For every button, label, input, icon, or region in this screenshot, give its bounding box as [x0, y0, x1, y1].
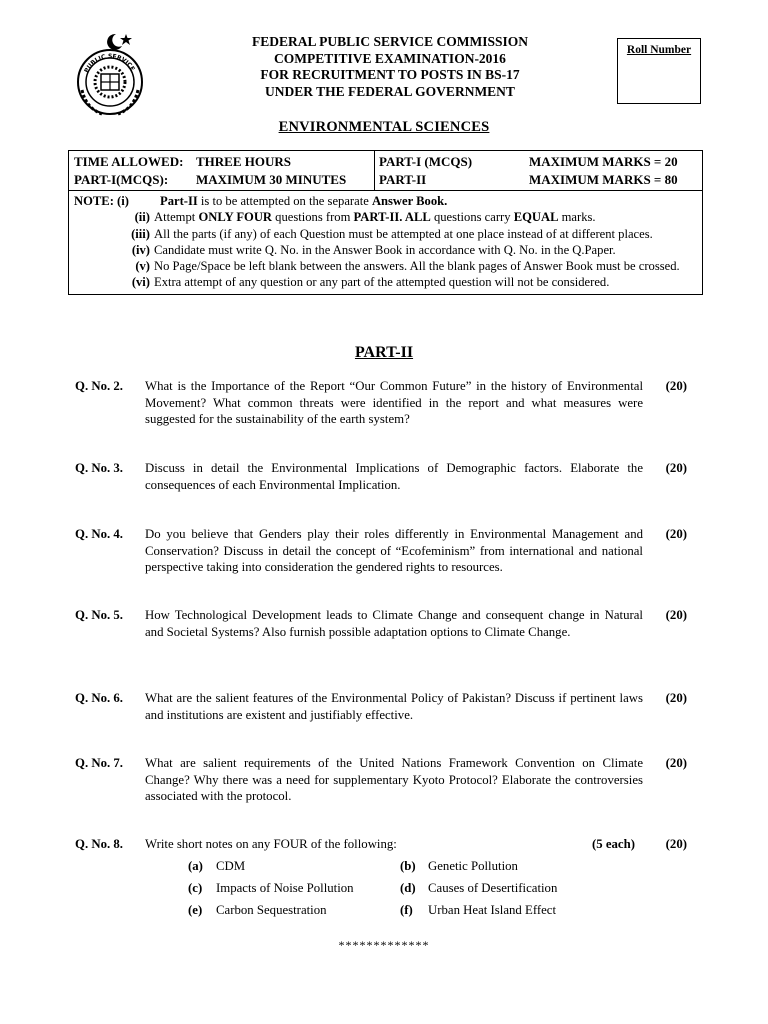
- note-item: [74, 258, 697, 274]
- sub-part-label: (e): [188, 903, 203, 917]
- note-text: questions carry: [430, 210, 514, 225]
- sub-part: [188, 858, 245, 875]
- part1-marks: MAXIMUM MARKS = 20: [529, 154, 678, 169]
- time-allowed-value: THREE HOURS: [196, 154, 291, 169]
- roll-number-box[interactable]: [617, 38, 701, 104]
- note-emphasis: Answer Book.: [371, 194, 448, 208]
- marks-info-cell: [375, 151, 702, 190]
- mcq-time-value: MAXIMUM 30 MINUTES: [196, 172, 347, 187]
- sub-part-text: Genetic Pollution: [428, 859, 518, 873]
- note-text: questions from: [272, 210, 354, 225]
- note-number: (ii): [134, 210, 150, 225]
- roll-number-label: Roll Number: [626, 44, 692, 56]
- part2-label: PART-II: [379, 172, 427, 187]
- sub-part: [188, 902, 327, 919]
- note-number: (v): [135, 259, 150, 274]
- question-marks: (20): [665, 461, 687, 475]
- sub-part-label: (f): [400, 903, 413, 917]
- question-number: Q. No. 6.: [75, 691, 123, 705]
- exam-info-table: [68, 150, 703, 295]
- sub-part-label: (a): [188, 859, 203, 873]
- fpsc-seal-logo: [72, 30, 148, 118]
- note-emphasis: ONLY FOUR: [198, 210, 273, 225]
- sub-part: [400, 858, 518, 875]
- question-text: What are salient requirements of the United Nations Framework Convention on Climate Change? Why there was a need for supplementary Kyoto Protocol? Elaborate the controversies associated with the protocol.: [145, 756, 643, 803]
- question-text: Write short notes on any FOUR of the following:: [145, 837, 397, 851]
- note-item: [74, 226, 697, 242]
- question-marks: (20): [665, 379, 687, 393]
- sub-part-text: Carbon Sequestration: [216, 903, 327, 917]
- sub-part-label: (b): [400, 859, 416, 873]
- note-text: Attempt: [154, 210, 199, 225]
- question-marks: (20): [665, 691, 687, 705]
- end-marker: *************: [338, 938, 430, 952]
- note-number: (vi): [131, 275, 150, 290]
- question-number: Q. No. 7.: [75, 756, 123, 770]
- note-item: [74, 274, 697, 290]
- question-text: Do you believe that Genders play their roles differently in Environmental Management and Conservation? Discuss in detail the concept of “Ecofeminism” from international and national perspective taking into consideration the gendered rights to resources.: [145, 527, 643, 574]
- part1-label: PART-I (MCQS): [379, 154, 473, 169]
- question-each-marks: (5 each): [592, 837, 635, 851]
- note-item: [74, 193, 697, 209]
- question-marks: (20): [665, 527, 687, 541]
- mcq-time-label: PART-I(MCQS):: [74, 172, 169, 187]
- question-8: [75, 836, 695, 926]
- header-line-2: COMPETITIVE EXAMINATION-2016: [274, 50, 506, 66]
- note-text: Candidate must write Q. No. in the Answer Book in accordance with Q. No. in the Q.Paper.: [154, 242, 616, 257]
- question-text: How Technological Development leads to Climate Change and consequent change in Natural and Societal Systems? Also furnish possible adaptation options to Climate Change.: [145, 608, 643, 639]
- sub-part-text: Urban Heat Island Effect: [428, 903, 557, 917]
- note-text: is to be attempted on the separate: [197, 194, 372, 208]
- part2-marks: MAXIMUM MARKS = 80: [529, 172, 678, 187]
- sub-part-label: (c): [188, 881, 203, 895]
- sub-part-label: (d): [400, 881, 416, 895]
- note-emphasis: EQUAL: [513, 210, 559, 225]
- sub-part: [400, 902, 556, 919]
- question-text: Discuss in detail the Environmental Implications of Demographic factors. Elaborate the consequences of each Environmental Implication.: [145, 461, 643, 492]
- question-number: Q. No. 2.: [75, 379, 123, 393]
- note-emphasis: PART-II. ALL: [353, 210, 431, 225]
- question-marks: (20): [665, 837, 687, 851]
- header-line-1: FEDERAL PUBLIC SERVICE COMMISSION: [252, 34, 528, 49]
- question-text: What are the salient features of the Environmental Policy of Pakistan? Discuss if pertinent laws and institutions are existent and justifiably effective.: [145, 691, 643, 722]
- note-item: [74, 242, 697, 258]
- header-line-3: FOR RECRUITMENT TO POSTS IN BS-17: [260, 67, 520, 82]
- question-number: Q. No. 3.: [75, 461, 123, 475]
- note-text: marks.: [558, 210, 596, 225]
- question-number: Q. No. 8.: [75, 837, 123, 851]
- sub-part-text: Causes of Desertification: [428, 881, 558, 895]
- seal-text: PUBLIC SERVICE: [83, 52, 136, 75]
- time-info-cell: [69, 151, 375, 190]
- note-emphasis: Part-II: [160, 194, 198, 208]
- exam-header: [190, 34, 590, 100]
- part-title: PART-II: [354, 344, 414, 361]
- sub-part: [188, 880, 354, 897]
- header-line-4: UNDER THE FEDERAL GOVERNMENT: [265, 83, 515, 99]
- note-item: [74, 209, 697, 225]
- question-marks: (20): [665, 608, 687, 622]
- question-text: What is the Importance of the Report “Our Common Future” in the history of Environmental Movement? What common threats were identified in the report and what measures were suggested for the sustainability of the earth system?: [145, 379, 643, 426]
- sub-part-text: Impacts of Noise Pollution: [216, 881, 354, 895]
- question-number: Q. No. 4.: [75, 527, 123, 541]
- note-text: Extra attempt of any question or any part of the attempted question will not be considered.: [154, 275, 610, 290]
- note-number: (iv): [131, 242, 150, 257]
- note-prefix: NOTE:: [74, 194, 114, 208]
- instructions-notes: [69, 190, 702, 294]
- subject-title: ENVIRONMENTAL SCIENCES: [278, 119, 490, 135]
- sub-part-text: CDM: [216, 859, 246, 873]
- sub-part: [400, 880, 557, 897]
- note-text: All the parts (if any) of each Question must be attempted at one place instead of at different places.: [154, 226, 653, 241]
- time-allowed-label: TIME ALLOWED:: [74, 154, 184, 169]
- question-number: Q. No. 5.: [75, 608, 123, 622]
- question-marks: (20): [665, 756, 687, 770]
- note-number: (i): [117, 194, 129, 208]
- note-text: No Page/Space be left blank between the answers. All the blank pages of Answer Book must be crossed.: [154, 259, 680, 274]
- note-number: (iii): [131, 226, 150, 241]
